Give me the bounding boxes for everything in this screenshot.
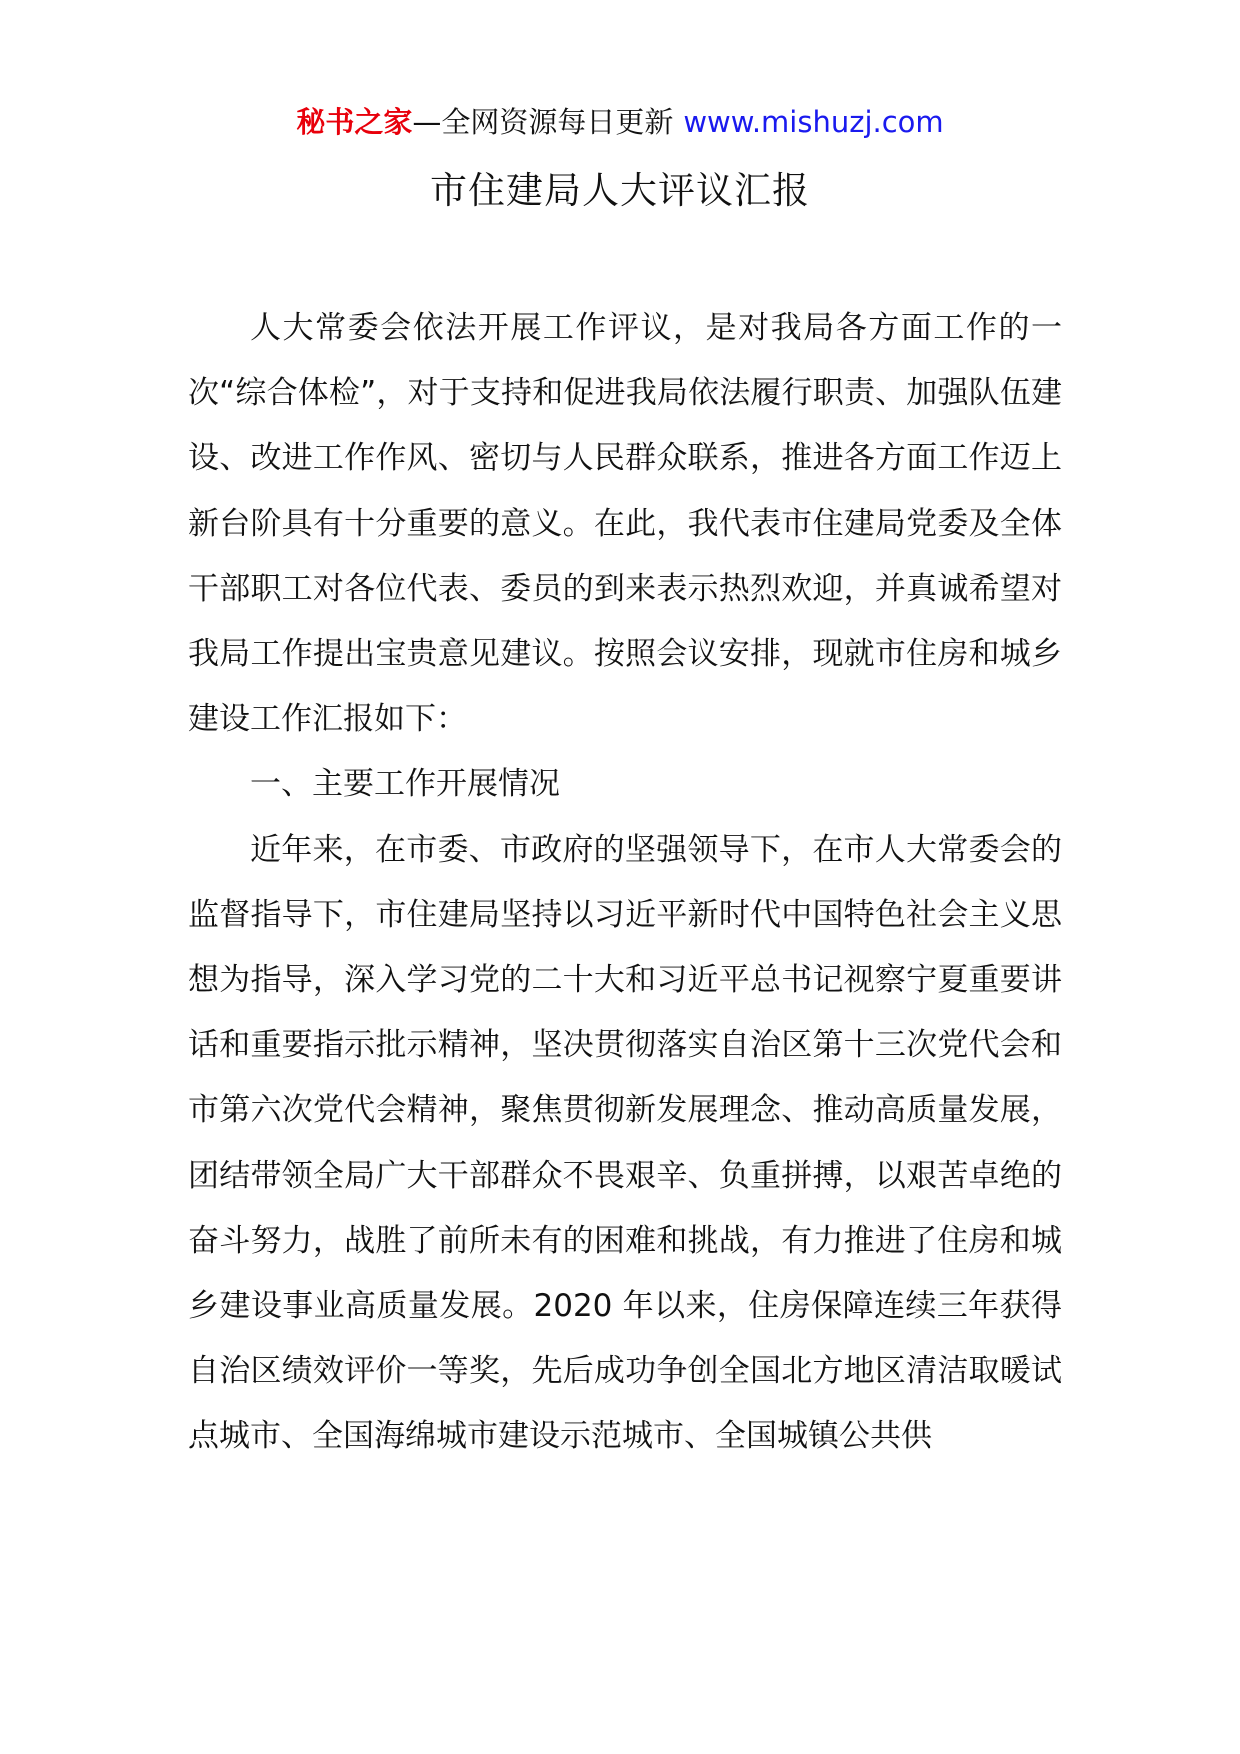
document-body: [188, 296, 1062, 1470]
work-overview-paragraph: 近年来，在市委、市政府的坚强领导下，在市人大常委会的监督指导下，市住建局坚持以习近平新时代中国特色社会主义思想为指导，深入学习党的二十大和习近平总书记视察宁夏重要讲话和重要指示批示精神，坚决贯彻落实自治区第十三次党代会和市第六次党代会精神，聚焦贯彻新发展理念、推动高质量发展，团结带领全局广大干部群众不畏艰辛、负重拼搏，以艰苦卓绝的奋斗努力，战胜了前所未有的困难和挑战，有力推进了住房和城乡建设事业高质量发展。2020 年以来，住房保障连续三年获得自治区绩效评价一等奖，先后成功争创全国北方地区清洁取暖试点城市、全国海绵城市建设示范城市、全国城镇公共供: [188, 831, 1062, 1455]
intro-paragraph: 人大常委会依法开展工作评议，是对我局各方面工作的一次“综合体检”，对于支持和促进我局依法履行职责、加强队伍建设、改进工作作风、密切与人民群众联系，推进各方面工作迈上新台阶具有十分重要的意义。在此，我代表市住建局党委及全体干部职工对各位代表、委员的到来表示热烈欢迎，并真诚希望对我局工作提出宝贵意见建议。按照会议安排，现就市住房和城乡建设工作汇报如下：: [188, 310, 1062, 738]
banner-url-link[interactable]: www.mishuzj.com: [683, 105, 944, 139]
banner-tagline: —全网资源每日更新: [412, 105, 674, 139]
banner-brand: 秘书之家: [296, 105, 413, 139]
site-banner: [0, 100, 1240, 144]
section-heading: 一、主要工作开展情况: [250, 766, 560, 803]
document-title: 市住建局人大评议汇报: [430, 169, 810, 212]
